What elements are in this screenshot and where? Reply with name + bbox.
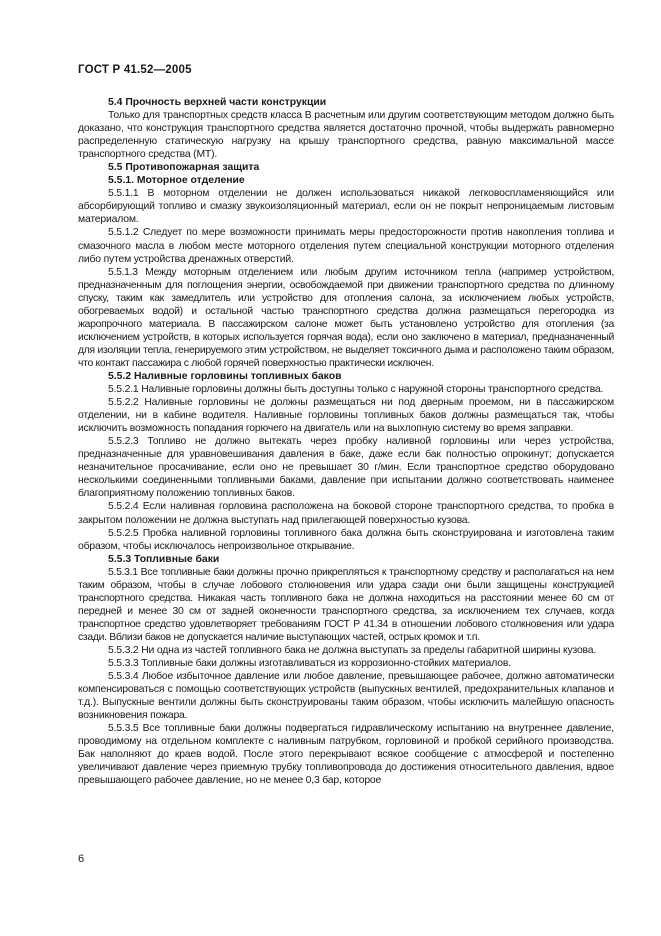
paragraph: 5.5.2.5 Пробка наливной горловины топливного бака должна быть сконструирована и изготовлена таким образом, чтобы исключалось непроизвольное открывание. [78, 527, 614, 552]
paragraph: 5.5.1.1 В моторном отделении не должен использоваться никакой легковоспламеняющийся или абсорбирующий топливо и смазку звукоизоляционный материал, если он не покрыт непроницаемым листовым материалом. [78, 188, 614, 226]
paragraph: 5.5.3.3 Топливные баки должны изготавливаться из коррозионно-стойких материалов. [108, 658, 511, 670]
document-body [78, 96, 614, 787]
section-heading: 5.4 Прочность верхней части конструкции [108, 97, 327, 108]
paragraph: 5.5.2.1 Наливные горловины должны быть доступны только с наружной стороны транспортного средства. [108, 384, 604, 396]
paragraph: 5.5.1.3 Между моторным отделением или любым другим источником тепла (например устройством, предназначенным для поглощения энергии, освобождаемой при движении транспортного средства по длинному спуску, таким как замедлитель или устройство для отопления салона, за исключением любых устройств, обогреваемых водой) и остальной частью транспортного средства должна размещаться перегородка из жаропрочного материала. В пассажирском салоне может быть установлено устройство для отопления (за исключением устройств, в которых используется горячая вода), если оно заключено в материал, предназначенный для изоляции тепла, генерируемого этим устройством, не выделяет токсичного дыма и расположено таким образом, что контакт пассажира с любой горячей поверхностью практически исключен. [78, 266, 614, 369]
paragraph: Только для транспортных средств класса B расчетным или другим соответствующим методом должно быть доказано, что конструкция транспортного средства является достаточно прочной, чтобы выдержать равномерно распределенную статическую нагрузку на крышу транспортного средства, равную максимальной массе транспортного средства (МТ). [78, 110, 614, 161]
paragraph: 5.5.3.1 Все топливные баки должны прочно прикрепляться к транспортному средству и располагаться на нем таким образом, чтобы в случае лобового столкновения или удара сзади они были защищены конструкцией транспортного средства. Никакая часть топливного бака не должна находиться на расстоянии менее 60 см от передней и менее 30 см от задней оконечности транспортного средства, за исключением тех случаев, когда транспортное средство удовлетворяет требованиям ГОСТ Р 41.34 в отношении лобового столкновения или удара сзади. Вблизи баков не допускается наличие выступающих частей, острых кромок и т.п. [78, 566, 614, 643]
document-header: ГОСТ Р 41.52—2005 [78, 64, 192, 76]
paragraph: 5.5.2.4 Если наливная горловина расположена на боковой стороне транспортного средства, то пробка в закрытом положении не должна выступать над прилегающей поверхностью кузова. [78, 501, 614, 526]
page-number: 6 [78, 853, 85, 865]
paragraph: 5.5.3.4 Любое избыточное давление или любое давление, превышающее рабочее, должно автоматически компенсироваться с помощью соответствующих устройств (выпускных вентилей, предохранительных клапанов и т.д.). Выпускные вентили должны быть сконструированы таким образом, чтобы исключить малейшую опасность возникновения пожара. [78, 671, 614, 722]
paragraph: 5.5.2.2 Наливные горловины не должны размещаться ни под дверным проемом, ни в пассажирском отделении, ни в кабине водителя. Наливные горловины топливных баков должны размещаться так, чтобы исключить возможность попадания горючего на двигатель или на выхлопную систему во время заправки. [78, 397, 614, 435]
section-heading: 5.5.2 Наливные горловины топливных баков [108, 370, 342, 382]
section-heading: 5.5.1. Моторное отделение [108, 175, 245, 187]
paragraph: 5.5.2.3 Топливо не должно вытекать через пробку наливной горловины или через устройства, предназначенные для уравновешивания давления в баке, даже если бак полностью опрокинут; допускается незначительное просачивание, если оно не превышает 30 г/мин. Если транспортное средство оборудовано несколькими соединенными топливными баками, давление при испытании должно соответствовать наименее благоприятному положению топливных баков. [78, 436, 614, 500]
paragraph: 5.5.3.5 Все топливные баки должны подвергаться гидравлическому испытанию на внутреннее давление, проводимому на отдельном комплекте с наливным патрубком, горловиной и пробкой серийного производства. Бак наполняют до краев водой. После этого перекрывают всякое сообщение с атмосферой и постепенно увеличивают давление через приемную трубку топливопровода до достижения относительного давления, вдвое превышающего рабочее давление, но не менее 0,3 бар, которое [78, 723, 614, 787]
paragraph: 5.5.3.2 Ни одна из частей топливного бака не должна выступать за пределы габаритной ширины кузова. [108, 644, 597, 656]
section-heading: 5.5 Противопожарная защита [108, 162, 260, 174]
section-heading: 5.5.3 Топливные баки [108, 553, 220, 565]
paragraph: 5.5.1.2 Следует по мере возможности принимать меры предосторожности против накопления топлива и смазочного масла в любом месте моторного отделения путем специальной конструкции моторного отделения либо путем устройства дренажных отверстий. [78, 227, 614, 265]
